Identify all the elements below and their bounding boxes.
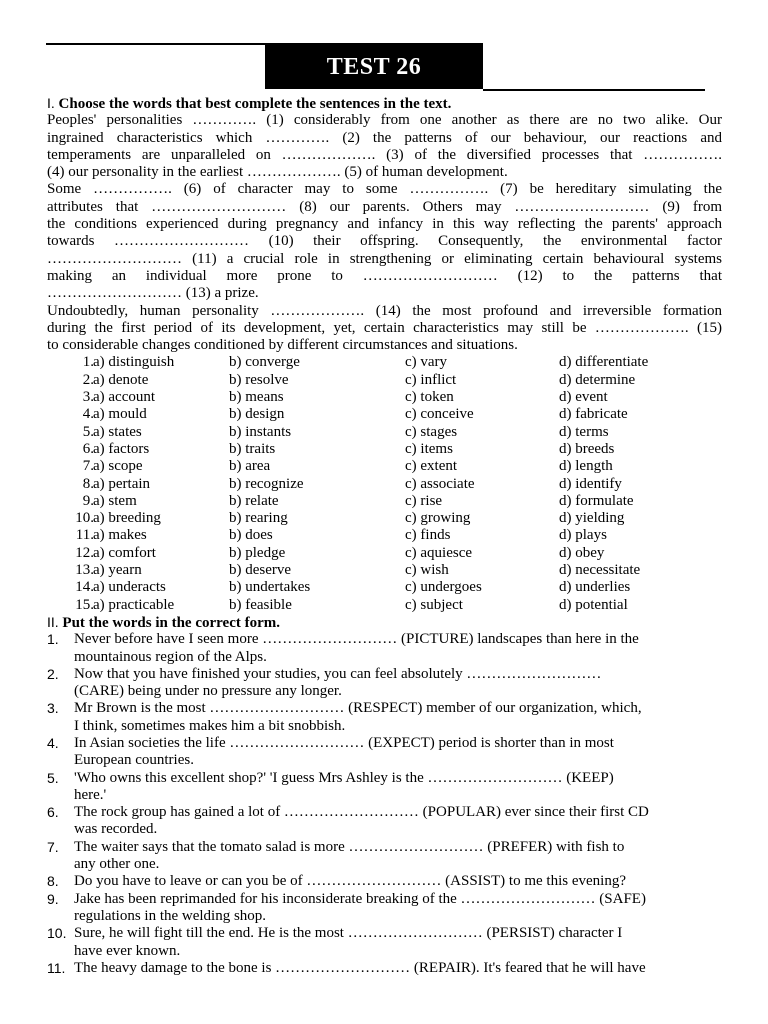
option-c: c) subject xyxy=(405,596,463,613)
option-row xyxy=(47,493,722,510)
option-a: a) stem xyxy=(93,492,137,509)
question-number: 7. xyxy=(47,838,59,855)
question-item xyxy=(47,891,722,926)
option-c: c) growing xyxy=(405,510,471,527)
option-a: a) pertain xyxy=(93,475,151,492)
option-d: d) yielding xyxy=(559,510,625,527)
option-row xyxy=(47,389,722,406)
option-row xyxy=(47,424,722,441)
option-number: 9. xyxy=(82,492,94,509)
question-number: 11. xyxy=(47,959,66,976)
option-c: c) items xyxy=(405,440,453,457)
word-form-questions xyxy=(47,631,722,977)
option-number: 12. xyxy=(75,544,94,561)
cloze-text xyxy=(47,112,722,354)
option-number: 14. xyxy=(75,579,94,596)
option-d: d) event xyxy=(559,389,608,406)
option-row xyxy=(47,476,722,493)
section1-heading xyxy=(47,95,722,112)
option-row xyxy=(47,406,722,423)
option-number: 5. xyxy=(82,423,94,440)
option-c: c) vary xyxy=(405,354,448,371)
option-b: b) undertakes xyxy=(229,579,311,596)
text-line: making an individual more prone to ……………………… (12) to the patterns that xyxy=(47,267,722,284)
text-line: during the first period of its development, yet, certain characteristics may still be ………………. (15) xyxy=(47,319,722,336)
question-line: 'Who owns this excellent shop?' 'I guess Mrs Ashley is the ……………………… (KEEP) xyxy=(74,769,614,786)
option-d: d) potential xyxy=(559,596,628,613)
option-row xyxy=(47,372,722,389)
question-line: regulations in the welding shop. xyxy=(74,907,267,924)
option-a: a) mould xyxy=(93,406,147,423)
document-body xyxy=(47,95,722,977)
option-c: c) inflict xyxy=(405,371,457,388)
option-b: b) converge xyxy=(229,354,300,371)
option-row xyxy=(47,354,722,371)
option-b: b) pledge xyxy=(229,544,286,561)
question-line: Jake has been reprimanded for his inconsiderate breaking of the ……………………… (SAFE) xyxy=(74,890,646,907)
option-number: 6. xyxy=(82,440,94,457)
question-item xyxy=(47,770,722,805)
text-line: towards ……………………… (10) their offspring. Consequently, the environmental factor xyxy=(47,233,722,250)
section1-number: I. xyxy=(47,95,55,111)
text-line: attributes that ……………………… (8) our parents. Others may ……………………… (9) from xyxy=(47,198,722,215)
option-c: c) rise xyxy=(405,492,443,509)
text-line: Peoples' personalities …………. (1) considerably from one another as there are no two alike. Our xyxy=(47,112,722,129)
question-item xyxy=(47,631,722,666)
option-number: 11. xyxy=(75,527,94,544)
option-a: a) denote xyxy=(93,371,149,388)
question-item xyxy=(47,839,722,874)
option-a: a) scope xyxy=(93,458,143,475)
text-line: ingrained characteristics which …………. (2) the patterns of our behaviour, our reactions and xyxy=(47,129,722,146)
option-number: 3. xyxy=(82,389,94,406)
option-b: b) feasible xyxy=(229,596,292,613)
question-line: here.' xyxy=(74,786,107,803)
question-item xyxy=(47,925,722,960)
question-line: mountainous region of the Alps. xyxy=(74,648,267,665)
question-number: 1. xyxy=(47,631,59,648)
question-item xyxy=(47,873,722,890)
top-rule-left xyxy=(46,43,266,45)
question-line: The waiter says that the tomato salad is more ……………………… (PREFER) with fish to xyxy=(74,838,625,855)
option-number: 13. xyxy=(75,562,94,579)
option-b: b) traits xyxy=(229,440,276,457)
option-row xyxy=(47,579,722,596)
option-row xyxy=(47,458,722,475)
option-c: c) finds xyxy=(405,527,451,544)
option-b: b) relate xyxy=(229,492,279,509)
option-row xyxy=(47,441,722,458)
option-number: 15. xyxy=(75,596,94,613)
text-line: Some ……………. (6) of character may to some ……………. (7) be hereditary simulating the xyxy=(47,181,722,198)
question-number: 3. xyxy=(47,700,59,717)
option-b: b) does xyxy=(229,527,273,544)
option-d: d) length xyxy=(559,458,613,475)
options-list xyxy=(47,354,722,613)
question-line: have ever known. xyxy=(74,942,181,959)
text-line: ……………………… (11) a crucial role in strengthening or eliminating certain behavioural systems xyxy=(47,250,722,267)
option-row xyxy=(47,510,722,527)
option-c: c) stages xyxy=(405,423,458,440)
question-item xyxy=(47,735,722,770)
option-number: 10. xyxy=(75,510,94,527)
section2-number: II. xyxy=(47,613,59,630)
question-number: 10. xyxy=(47,925,67,942)
question-line: Do you have to leave or can you be of ……………………… (ASSIST) to me this evening? xyxy=(74,873,626,890)
text-line: temperaments are unparalleled on ………………. (3) of the diversified processes that ……………. xyxy=(47,146,722,163)
question-number: 5. xyxy=(47,769,59,786)
question-line: I think, sometimes makes him a bit snobbish. xyxy=(74,717,346,734)
question-line: Mr Brown is the most ……………………… (RESPECT) member of our organization, which, xyxy=(74,700,642,717)
option-d: d) differentiate xyxy=(559,354,649,371)
question-line: European countries. xyxy=(74,752,194,769)
question-item xyxy=(47,960,722,977)
option-b: b) rearing xyxy=(229,510,288,527)
option-b: b) recognize xyxy=(229,475,304,492)
option-c: c) associate xyxy=(405,475,475,492)
text-line: to considerable changes conditioned by different circumstances and situations. xyxy=(47,337,518,354)
option-d: d) necessitate xyxy=(559,562,641,579)
text-line: the conditions experienced during pregnancy and infancy in this way reflecting the parents' approach xyxy=(47,216,722,233)
option-a: a) factors xyxy=(93,440,150,457)
section2-title: Put the words in the correct form. xyxy=(62,614,281,631)
option-row xyxy=(47,562,722,579)
option-b: b) area xyxy=(229,458,271,475)
question-number: 6. xyxy=(47,804,59,821)
option-b: b) means xyxy=(229,389,284,406)
question-line: (CARE) being under no pressure any longer. xyxy=(74,683,342,700)
option-row xyxy=(47,527,722,544)
question-item xyxy=(47,804,722,839)
option-number: 8. xyxy=(82,475,94,492)
option-a: a) practicable xyxy=(93,596,175,613)
option-d: d) underlies xyxy=(559,579,631,596)
question-line: Sure, he will fight till the end. He is the most ……………………… (PERSIST) character I xyxy=(74,925,623,942)
option-a: a) yearn xyxy=(93,562,142,579)
question-number: 9. xyxy=(47,890,59,907)
option-a: a) distinguish xyxy=(93,354,175,371)
option-number: 2. xyxy=(82,371,94,388)
option-b: b) design xyxy=(229,406,285,423)
option-c: c) aquiesce xyxy=(405,544,473,561)
option-c: c) conceive xyxy=(405,406,474,423)
option-c: c) undergoes xyxy=(405,579,482,596)
question-line: was recorded. xyxy=(74,821,158,838)
option-row xyxy=(47,545,722,562)
option-d: d) breeds xyxy=(559,440,615,457)
question-line: Now that you have finished your studies, you can feel absolutely ……………………… xyxy=(74,665,602,682)
option-a: a) underacts xyxy=(93,579,166,596)
top-rule-right xyxy=(483,89,705,91)
option-d: d) terms xyxy=(559,423,609,440)
text-line: (4) our personality in the earliest ………………. (5) of human development. xyxy=(47,164,508,181)
option-c: c) extent xyxy=(405,458,458,475)
option-c: c) wish xyxy=(405,562,449,579)
section1-title: Choose the words that best complete the sentences in the text. xyxy=(58,96,452,112)
question-number: 2. xyxy=(47,665,59,682)
option-a: a) states xyxy=(93,423,142,440)
option-d: d) identify xyxy=(559,475,622,492)
option-d: d) determine xyxy=(559,371,636,388)
option-b: b) instants xyxy=(229,423,292,440)
option-a: a) account xyxy=(93,389,156,406)
text-line: Undoubtedly, human personality ………………. (14) the most profound and irreversible formation xyxy=(47,302,722,319)
question-line: any other one. xyxy=(74,856,160,873)
option-b: b) deserve xyxy=(229,562,292,579)
option-c: c) token xyxy=(405,389,454,406)
test-title: TEST 26 xyxy=(265,43,483,89)
option-d: d) plays xyxy=(559,527,607,544)
question-line: Never before have I seen more ……………………… (PICTURE) landscapes than here in the xyxy=(74,631,639,648)
option-number: 1. xyxy=(82,354,94,371)
text-line: ……………………… (13) a prize. xyxy=(47,285,259,302)
option-number: 7. xyxy=(82,458,94,475)
question-item xyxy=(47,700,722,735)
question-number: 8. xyxy=(47,873,59,890)
option-number: 4. xyxy=(82,406,94,423)
option-a: a) breeding xyxy=(93,510,161,527)
question-item xyxy=(47,666,722,701)
option-d: d) obey xyxy=(559,544,605,561)
question-line: The heavy damage to the bone is ……………………… (REPAIR). It's feared that he will have xyxy=(74,959,646,976)
option-b: b) resolve xyxy=(229,371,289,388)
question-number: 4. xyxy=(47,734,59,751)
section2-heading xyxy=(47,614,722,631)
option-d: d) formulate xyxy=(559,492,634,509)
question-line: The rock group has gained a lot of ……………………… (POPULAR) ever since their first CD xyxy=(74,804,649,821)
option-row xyxy=(47,597,722,614)
option-a: a) comfort xyxy=(93,544,156,561)
option-a: a) makes xyxy=(93,527,147,544)
option-d: d) fabricate xyxy=(559,406,628,423)
question-line: In Asian societies the life ……………………… (EXPECT) period is shorter than in most xyxy=(74,734,614,751)
